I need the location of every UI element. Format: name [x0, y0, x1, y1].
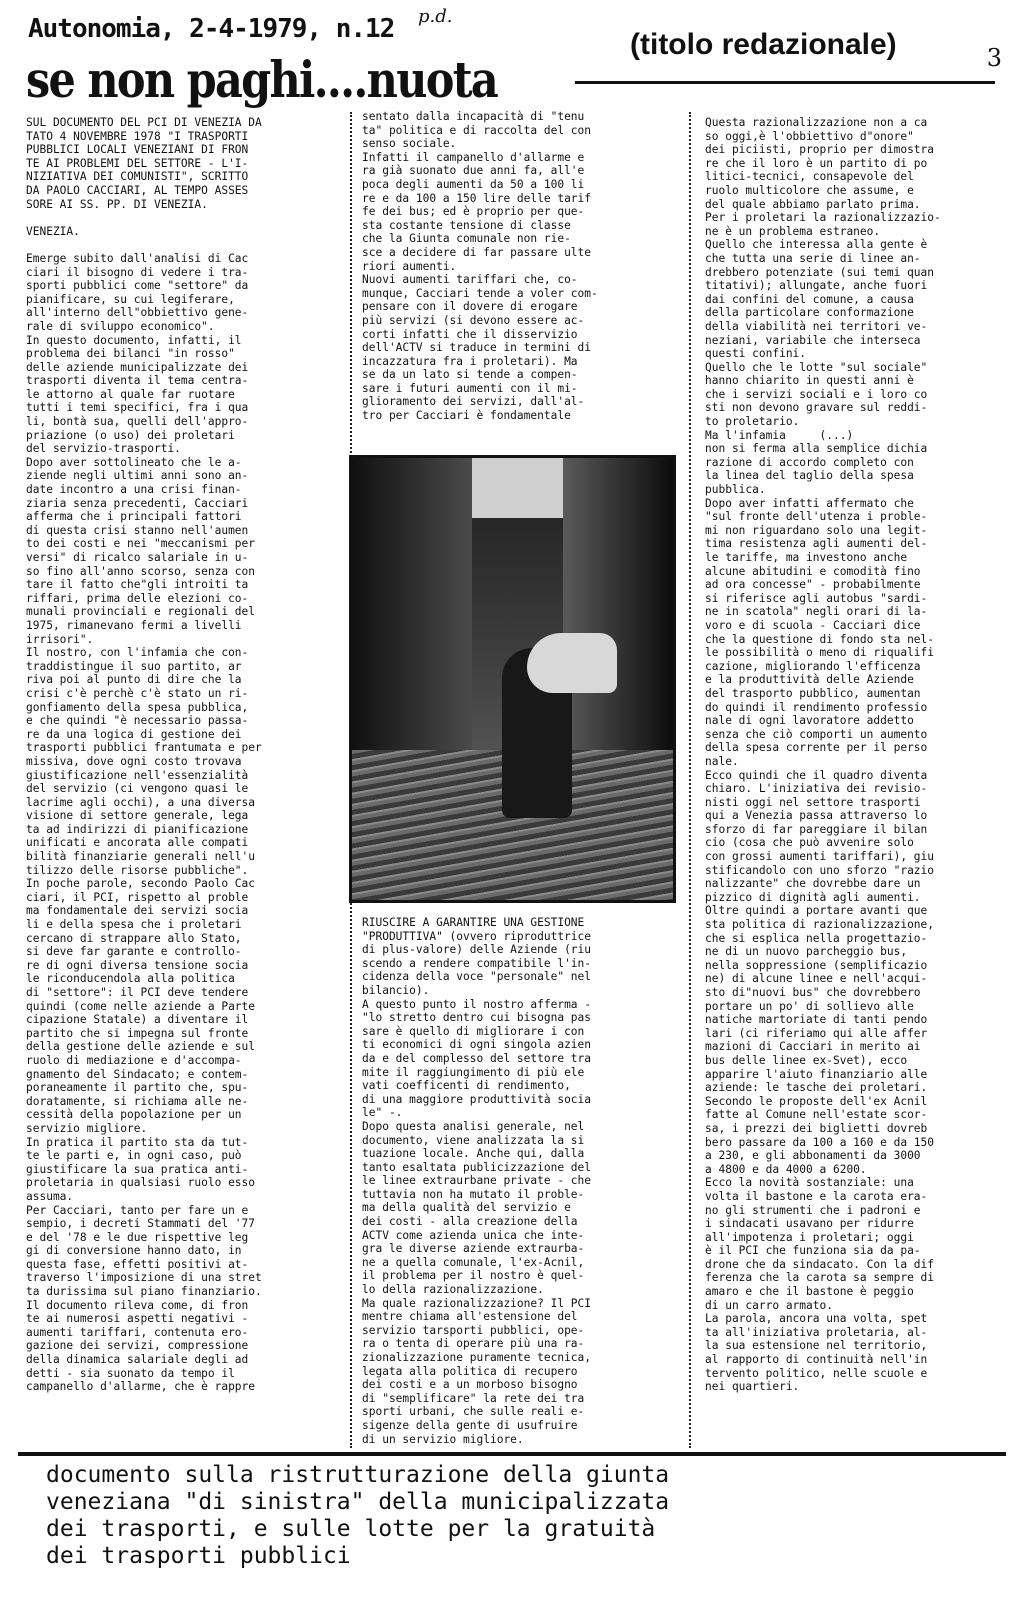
photo-carried-figure [527, 633, 617, 693]
page-number: 3 [986, 44, 1002, 72]
bottom-rule [18, 1452, 1006, 1456]
headline-rule [575, 81, 995, 84]
editorial-title: (titolo redazionale) [630, 28, 897, 61]
news-photo [349, 455, 676, 903]
masthead: Autonomia, 2-4-1979, n.12 [28, 14, 395, 44]
photo-sky [472, 458, 569, 518]
column-1-text: SUL DOCUMENTO DEL PCI DI VENEZIA DA TATO 4 NOVEMBRE 1978 "I TRASPORTI PUBBLICI LOCALI VENEZIANI DI FRON TE AI PROBLEMI DEL SETTORE - L'I- NIZIATIVA DEI COMUNISTI", SCRITTO DA PAOLO CACCIARI, AL TEMPO ASSES SORE AI SS. PP. DI VENEZIA. VENEZIA. Emerge subito dall'analisi di Cac ciari il bisogno di vedere i tra- sporti pubblici come "settore" da pianificare, su cui legiferare, all'interno dell"obbiettivo gene- rale di sviluppo economico". In questo documento, infatti, il problema dei bilanci "in rosso" delle aziende municipalizzate dei trasporti diventa il tema centra- le attorno al quale far ruotare tutti i temi specifici, fra i qua li, bontà sua, quelli dell'appro- priazione (o uso) dei proletari del servizio-trasporti. Dopo aver sottolineato che le a- ziende negli ultimi anni sono an- date incontro a una crisi finan- ziaria senza precedenti, Cacciari afferma che i principali fattori di questa crisi stanno nell'aumen to dei costi e nei "meccanismi per versi" di ricalco salariale in u- so fino all'anno scorso, senza con tare il fatto che"gli introiti ta riffari, prima delle elezioni co- munali provinciali e regionali del 1975, rimanevano fermi a livelli irrisori". Il nostro, con l'infamia che con- traddistingue il suo partito, ar riva poi al punto di dire che la crisi c'è perchè c'è stato un ri- gonfiamento della spesa pubblica, e che quindi "è necessario passa- re da una logica di gestione dei trasporti pubblici frantumata e per missiva, dove ogni costo trovava giustificazione nell'essenzialità del servizio (ci vengono quasi le lacrime agli occhi), a una diversa visione di settore generale, lega ta ad indirizzi di pianificazione unificati e ancorata alle compati bilità finanziarie generali nell'u tilizzo delle risorse pubbliche". In poche parole, secondo Paolo Cac ciari, il PCI, rispetto al proble ma fondamentale dei servizi socia li e della spesa che i proletari cercano di strappare allo Stato, si deve far garante e controllo- re di ogni diversa tensione socia le riconducendola alla politica di "settore": il PCI deve tendere quindi (come nelle aziende a Parte cipazione Statale) a diventare il partito che si impegna sul fronte della gestione delle aziende e sul ruolo di mediazione e d'accompa- gnamento del Sindacato; e contem- poraneamente il partito che, spu- doratamente, si richiama alle ne- cessità della popolazione per un servizio migliore. In pratica il partito sta da tut- te le parti e, in ogni caso, può giustificare la sua pratica anti- proletaria in qualsiasi ruolo esso assuma. Per Cacciari, tanto per fare un e sempio, i decreti Stammati del '77 e del '78 e le due rispettive leg gi di conversione hanno dato, in questa fase, effetti positivi at- traverso l'imposizione di una stret ta durissima sul piano finanziario. Il documento rileva come, di fron te ai numerosi aspetti negativi - aumenti tariffari, contenuta ero- gazione dei servizi, compressione della dinamica salariale degli ad detti - sia suonato da tempo il campanello d'allarme, che è rappre [26, 116, 262, 1394]
headline: se non paghi....nuota [26, 50, 498, 109]
caption-text: documento sulla ristrutturazione della giunta veneziana "di sinistra" della municipalizzata dei trasporti, e sulle lotte per la gratuità dei trasporti pubblici [46, 1462, 670, 1569]
column-2-top-text: sentato dalla incapacità di "tenu ta" politica e di raccolta del con senso sociale. Infatti il campanello d'allarme e ra già suonato due anni fa, all'e poca degli aumenti da 50 a 100 li re e da 100 a 150 lire delle tarif fe dei bus; ed è proprio per que- sta costante tensione di classe che la Giunta comunale non rie- sce a decidere di far passare ulte riori aumenti. Nuovi aumenti tariffari che, co- munque, Cacciari tende a voler com- pensare con il dovere di erogare più servizi (si devono essere ac- corti infatti che il disservizio dell'ACTV si traduce in termini di incazzatura fra i proletari). Ma se da un lato si tende a compen- sare i futuri aumenti con il mi- glioramento dei servizi, dall'al- tro per Cacciari è fondamentale [362, 110, 598, 423]
column-3-text: Questa razionalizzazione non a ca so oggi,è l'obbiettivo d"onore" dei piciisti, proprio per dimostra re che il loro è un partito di po litici-tecnici, consapevole del ruolo multicolore che assume, e del quale abbiamo parlato prima. Per i proletari la razionalizzazio- ne è un problema estraneo. Quello che interessa alla gente è che tutta una serie di linee an- drebbero potenziate (sui temi quan titativi); allungate, anche fuori dai confini del comune, a causa della particolare conformazione della viabilità nei territori ve- neziani, variabile che interseca questi confini. Quello che le lotte "sul sociale" hanno chiarito in questi anni è che i servizi sociali e i loro co sti non devono gravare sul reddi- to proletario. Ma l'infamia (...) non si ferma alla semplice dichia razione di accordo completo con la linea del taglio della spesa pubblica. Dopo aver infatti affermato che "sul fronte dell'utenza i proble- mi non riguardano solo una legit- tima resistenza agli aumenti del- le tariffe, ma investono anche alcune abitudini e comodità fino ad ora concesse" - probabilmente si riferisce agli autobus "sardi- ne in scatola" negli orari di la- voro e di scuola - Cacciari dice che la questione di fondo sta nel- le possibilità o meno di riqualifi cazione, migliorando l'efficenza e la produttività delle Aziende del trasporto pubblico, aumentan do quindi il rendimento professio nale di ogni lavoratore addetto senza che ciò comporti un aumento della spesa corrente per il perso nale. Ecco quindi che il quadro diventa chiaro. L'iniziativa dei revisio- nisti oggi nel settore trasporti qui a Venezia passa attraverso lo sforzo di far pareggiare il bilan cio (cosa che può avvenire solo con grossi aumenti tariffari), giu stificandolo con uno sforzo "razio nalizzante" che dovrebbe dare un pizzico di dignità agli aumenti. Oltre quindi a portare avanti que sta politica di razionalizzazione, che si esplica nella progettazio- ne di un nuovo parcheggio bus, nella soppressione (semplificazio ne) di alcune linee e nell'acqui- sto di"nuovi bus" che dovrebbero portare un po' di sollievo alle natiche martoriate di tanti pendo lari (ci riferiamo qui alle affer mazioni di Cacciari in merito ai bus delle linee ex-Svet), ecco apparire l'aiuto finanziario alle aziende: le tasche dei proletari. Secondo le proposte dell'ex Acnil fatte al Comune nell'estate scor- sa, i prezzi dei biglietti dovreb bero passare da 100 a 160 e da 150 a 230, e gli abbonamenti da 3000 a 4800 e da 4000 a 6200. Ecco la novità sostanziale: una volta il bastone e la carota era- no gli strumenti che i padroni e i sindacati usavano per ridurre all'impotenza i proletari; oggi è il PCI che funziona sia da pa- drone che da sindacato. Con la dif ferenza che la carota sa sempre di amaro e che il bastone è peggio di un carro armato. La parola, ancora una volta, spet ta all'iniziativa proletaria, al- la sua estensione nel territorio, al rapporto di continuità nell'in tervento politico, nelle scuole e nei quartieri. [705, 116, 941, 1394]
column-2-bottom-text: RIUSCIRE A GARANTIRE UNA GESTIONE "PRODUTTIVA" (ovvero riproduttrice di plus-valore) delle Aziende (riu scendo a rendere compatibile l'in- cidenza della voce "personale" nel bilancio). A questo punto il nostro afferma - "lo stretto dentro cui bisogna pas sare è quello di migliorare i con ti economici di ogni singola azien da e del complesso del settore tra mite il raggiungimento di più ele vati coefficenti di rendimento, di una maggiore produttività socia le" -. Dopo questa analisi generale, nel documento, viene analizzata la si tuazione locale. Anche qui, dalla tanto esaltata publicizzazione del le linee extraurbane private - che tuttavia non ha mutato il proble- ma della qualità del servizio e dei costi - alla creazione della ACTV come azienda unica che inte- gra le diverse aziende extraurba- ne a quella comunale, l'ex-Acnil, il problema per il nostro è quel- lo della razionalizzazione. Ma quale razionalizzazione? Il PCI mentre chiama all'estensione del servizio tarsporti pubblici, ope- ra o tenta di operare più una ra- zionalizzazione puramente tecnica, legata alla politica di recupero dei costi e a un morboso bisogno di "semplificare" la rete dei tra sporti urbani, che sulle reali e- sigenze della gente di usufruire di un servizio migliore. [362, 916, 592, 1446]
handwritten-note: p.d. [418, 6, 453, 27]
column-separator-2 [689, 112, 691, 1448]
